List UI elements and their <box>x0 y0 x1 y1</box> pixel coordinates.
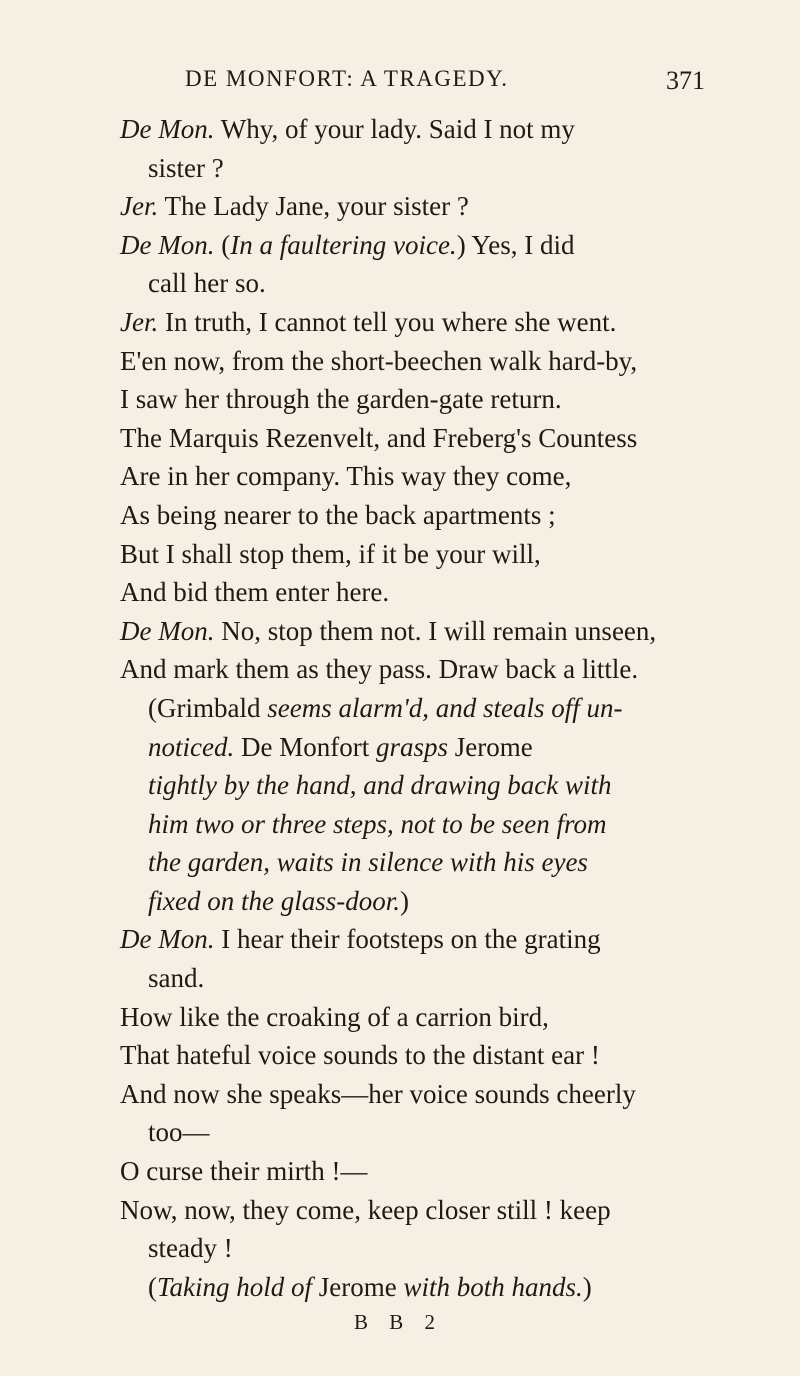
roman-text: And mark them as they pass. Draw back a little. <box>120 654 639 685</box>
text-line <box>0 496 800 535</box>
text-line <box>0 1113 800 1152</box>
italic-text: tightly by the hand, and drawing back with <box>148 770 612 801</box>
roman-text: call her so. <box>148 268 266 299</box>
roman-text: E'en now, from the short-beechen walk hard-by, <box>120 345 638 376</box>
italic-text: De Mon. <box>120 114 215 144</box>
text-line <box>0 110 800 149</box>
roman-text: And bid them enter here. <box>120 577 390 608</box>
italic-text: noticed. <box>148 731 235 762</box>
roman-text: ) <box>399 885 409 916</box>
text-line <box>0 1229 800 1268</box>
text-line <box>0 843 800 882</box>
roman-text: Jerome <box>312 1271 404 1302</box>
text-line <box>0 650 800 689</box>
italic-text: Taking hold of <box>157 1271 313 1302</box>
roman-text: And now she speaks—her voice sounds cheerly <box>120 1078 636 1109</box>
text-line <box>0 1268 800 1307</box>
text-line <box>0 264 800 303</box>
page-number: 371 <box>666 66 705 95</box>
roman-text: No, stop them not. I will remain unseen, <box>214 615 657 646</box>
roman-text: Are in her company. This way they come, <box>120 461 572 492</box>
roman-text: sand. <box>148 963 205 994</box>
italic-text: Jer. <box>120 191 159 222</box>
italic-text: him two or three steps, not to be seen from <box>148 808 607 839</box>
text-line <box>0 1191 800 1230</box>
text-line <box>0 805 800 844</box>
italic-text: seems alarm'd, and steals off un- <box>267 692 623 723</box>
roman-text: ( <box>148 1271 157 1302</box>
roman-text: The Lady Jane, your sister ? <box>158 191 469 222</box>
roman-text: ) Yes, I did <box>456 229 575 260</box>
text-line <box>0 766 800 805</box>
text-line <box>0 998 800 1037</box>
signature-mark: B B 2 <box>354 1310 444 1334</box>
roman-text: Now, now, they come, keep closer still ! keep <box>120 1194 611 1225</box>
roman-text: O curse their mirth !— <box>120 1156 368 1187</box>
italic-text: In a faultering voice. <box>230 229 457 260</box>
text-line <box>0 535 800 574</box>
roman-text: That hateful voice sounds to the distant ear ! <box>120 1040 600 1071</box>
italic-text: De Mon. <box>120 924 215 955</box>
text-line <box>0 689 800 728</box>
roman-text: (Grimbald <box>148 692 268 723</box>
italic-text: fixed on the glass-door. <box>148 885 400 916</box>
roman-text: ) <box>582 1271 592 1302</box>
italic-text: Jer. <box>120 306 159 337</box>
play-text <box>0 110 800 1306</box>
text-line <box>0 959 800 998</box>
italic-text: grasps <box>375 731 448 762</box>
text-line <box>0 226 800 265</box>
roman-text: How like the croaking of a carrion bird, <box>120 1001 549 1032</box>
running-title: DE MONFORT: A TRAGEDY. <box>185 66 509 91</box>
roman-text: De Monfort <box>234 731 376 762</box>
text-line <box>0 728 800 767</box>
roman-text: But I shall stop them, if it be your will, <box>120 538 541 569</box>
text-line <box>0 303 800 342</box>
text-line <box>0 1075 800 1114</box>
text-line <box>0 342 800 381</box>
italic-text: the garden, waits in silence with his eyes <box>148 847 588 878</box>
roman-text: I hear their footsteps on the grating <box>214 924 601 955</box>
text-line <box>0 882 800 921</box>
roman-text: steady ! <box>148 1233 233 1264</box>
roman-text: As being nearer to the back apartments ; <box>120 499 556 530</box>
text-line <box>0 920 800 959</box>
roman-text: Why, of your lady. Said I not my <box>214 114 575 144</box>
text-line <box>0 187 800 226</box>
roman-text: sister ? <box>148 152 224 183</box>
roman-text: The Marquis Rezenvelt, and Freberg's Countess <box>120 422 638 453</box>
roman-text: too— <box>148 1117 210 1148</box>
roman-text: ( <box>214 229 231 260</box>
text-line <box>0 1152 800 1191</box>
italic-text: De Mon. <box>120 229 215 260</box>
text-line <box>0 419 800 458</box>
text-line <box>0 1036 800 1075</box>
italic-text: De Mon. <box>120 615 215 646</box>
roman-text: I saw her through the garden-gate return. <box>120 384 562 415</box>
roman-text: In truth, I cannot tell you where she went. <box>158 306 617 337</box>
text-line <box>0 612 800 651</box>
text-line <box>0 573 800 612</box>
roman-text: Jerome <box>448 731 533 762</box>
text-line <box>0 380 800 419</box>
text-line <box>0 149 800 188</box>
italic-text: with both hands. <box>403 1271 583 1302</box>
text-line <box>0 457 800 496</box>
